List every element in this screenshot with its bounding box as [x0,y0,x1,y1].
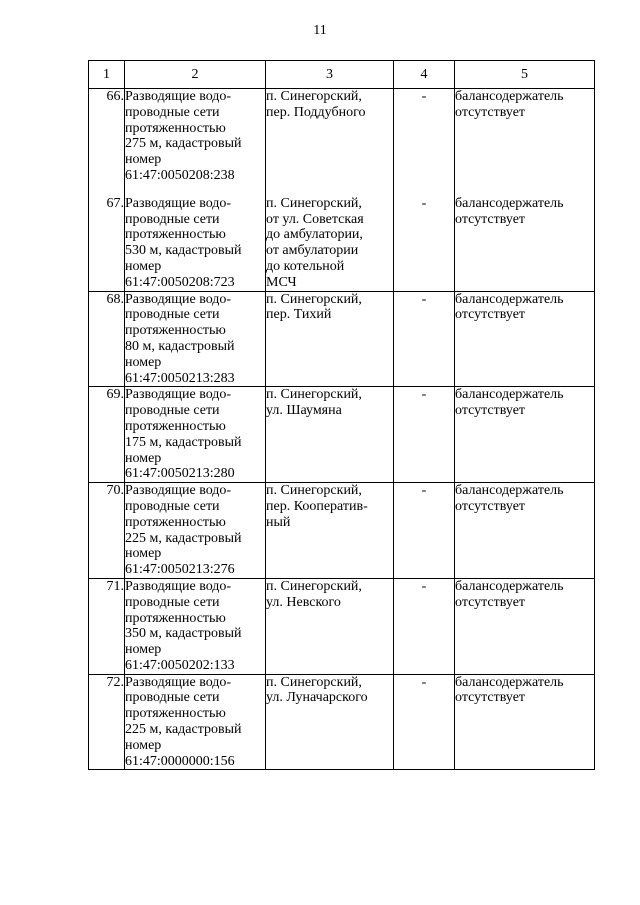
object-name-line: номер [125,450,162,466]
object-name-line: 61:47:0000000:156 [125,753,235,769]
column-header-3: 3 [266,61,394,89]
object-name-line: 350 м, кадастровый [125,626,242,642]
balance-holder-line: балансодержатель [455,387,564,403]
object-name-line: 225 м, кадастровый [125,722,242,738]
object-name-line: 530 м, кадастровый [125,243,242,259]
object-name-line: Разводящие водо- [125,578,232,594]
row-number-cell: 67. [89,196,125,291]
column-header-2: 2 [125,61,266,89]
object-name-line: 175 м, кадастровый [125,434,242,450]
table-row [89,196,595,291]
address-line: п. Синегорский, [266,674,362,690]
row-number-cell: 69. [89,387,125,483]
address-cell [266,387,394,483]
object-name-line: 61:47:0050202:133 [125,657,235,673]
table-row [89,483,595,579]
object-name-line: Разводящие водо- [125,291,232,307]
object-name-line: Разводящие водо- [125,195,232,211]
object-name-line: номер [125,737,162,753]
balance-holder-cell [455,387,595,483]
balance-holder-cell [455,578,595,674]
address-line: ул. Луначарского [266,690,368,706]
table-row [89,89,595,196]
balance-holder-line: балансодержатель [455,674,564,690]
object-name-line: 225 м, кадастровый [125,530,242,546]
column-4-cell: - [394,89,455,196]
address-line: п. Синегорский, [266,483,362,499]
object-name-line: Разводящие водо- [125,89,232,104]
address-line: пер. Кооператив- [266,498,368,514]
object-name-line: протяженностью [125,227,226,243]
registry-table [88,60,595,770]
column-4-cell: - [394,291,455,387]
row-number-cell: 70. [89,483,125,579]
table-row [89,578,595,674]
address-cell [266,291,394,387]
address-line: ул. Шаумяна [266,403,342,419]
balance-holder-line: отсутствует [455,594,526,610]
balance-holder-cell [455,196,595,291]
object-name-line: Разводящие водо- [125,387,232,403]
address-line: ный [266,514,291,530]
address-line: от ул. Советская [266,211,364,227]
address-cell [266,578,394,674]
address-line: п. Синегорский, [266,89,362,104]
address-line: п. Синегорский, [266,195,362,211]
address-cell [266,89,394,196]
object-name-line: номер [125,546,162,562]
object-name-line: проводные сети [125,403,220,419]
address-line: п. Синегорский, [266,387,362,403]
table-row [89,291,595,387]
balance-holder-line: балансодержатель [455,483,564,499]
object-name-line: 275 м, кадастровый [125,136,242,152]
object-name-line: 61:47:0050213:280 [125,466,235,482]
object-name-line: протяженностью [125,418,226,434]
object-name-line: протяженностью [125,706,226,722]
object-name-line: Разводящие водо- [125,483,232,499]
object-name-line: 61:47:0050213:283 [125,370,235,386]
row-number-cell: 66. [89,89,125,196]
object-name-line: 61:47:0050213:276 [125,562,235,578]
object-name-cell [125,291,266,387]
address-line: ул. Невского [266,594,341,610]
object-name-line: 80 м, кадастровый [125,338,235,354]
column-header-5: 5 [455,61,595,89]
object-name-line: номер [125,354,162,370]
address-line: пер. Поддубного [266,104,366,120]
balance-holder-line: балансодержатель [455,89,564,104]
balance-holder-cell [455,89,595,196]
column-4-cell: - [394,483,455,579]
table-row [89,674,595,770]
page-number: 11 [313,23,327,38]
balance-holder-cell [455,291,595,387]
row-number-cell: 71. [89,578,125,674]
object-name-cell [125,674,266,770]
address-line: п. Синегорский, [266,578,362,594]
object-name-cell [125,483,266,579]
balance-holder-line: отсутствует [455,690,526,706]
balance-holder-line: отсутствует [455,307,526,323]
object-name-line: проводные сети [125,307,220,323]
address-cell [266,674,394,770]
address-cell [266,483,394,579]
object-name-line: протяженностью [125,120,226,136]
object-name-line: номер [125,152,162,168]
address-line: от амбулатории [266,243,359,259]
column-4-cell: - [394,674,455,770]
table-row [89,387,595,483]
balance-holder-line: отсутствует [455,104,526,120]
address-line: МСЧ [266,274,297,290]
address-line: п. Синегорский, [266,291,362,307]
object-name-line: проводные сети [125,690,220,706]
object-name-line: протяженностью [125,610,226,626]
object-name-line: протяженностью [125,323,226,339]
object-name-line: номер [125,258,162,274]
column-4-cell: - [394,578,455,674]
balance-holder-line: балансодержатель [455,291,564,307]
object-name-line: проводные сети [125,104,220,120]
object-name-line: номер [125,642,162,658]
object-name-cell [125,196,266,291]
object-name-cell [125,89,266,196]
object-name-cell [125,578,266,674]
balance-holder-cell [455,674,595,770]
balance-holder-line: отсутствует [455,403,526,419]
address-line: до котельной [266,258,345,274]
table-header-row [89,61,595,89]
balance-holder-line: отсутствует [455,498,526,514]
row-number-cell: 68. [89,291,125,387]
object-name-cell [125,387,266,483]
object-name-line: проводные сети [125,211,220,227]
object-name-line: Разводящие водо- [125,674,232,690]
address-line: до амбулатории, [266,227,363,243]
row-number-cell: 72. [89,674,125,770]
object-name-line: 61:47:0050208:723 [125,274,235,290]
column-header-1: 1 [89,61,125,89]
table-body [89,89,595,770]
balance-holder-line: балансодержатель [455,578,564,594]
object-name-line: проводные сети [125,594,220,610]
balance-holder-line: балансодержатель [455,195,564,211]
object-name-line: протяженностью [125,514,226,530]
balance-holder-line: отсутствует [455,211,526,227]
column-header-4: 4 [394,61,455,89]
object-name-line: проводные сети [125,498,220,514]
column-4-cell: - [394,196,455,291]
address-line: пер. Тихий [266,307,332,323]
column-4-cell: - [394,387,455,483]
object-name-line: 61:47:0050208:238 [125,167,235,183]
address-cell [266,196,394,291]
balance-holder-cell [455,483,595,579]
